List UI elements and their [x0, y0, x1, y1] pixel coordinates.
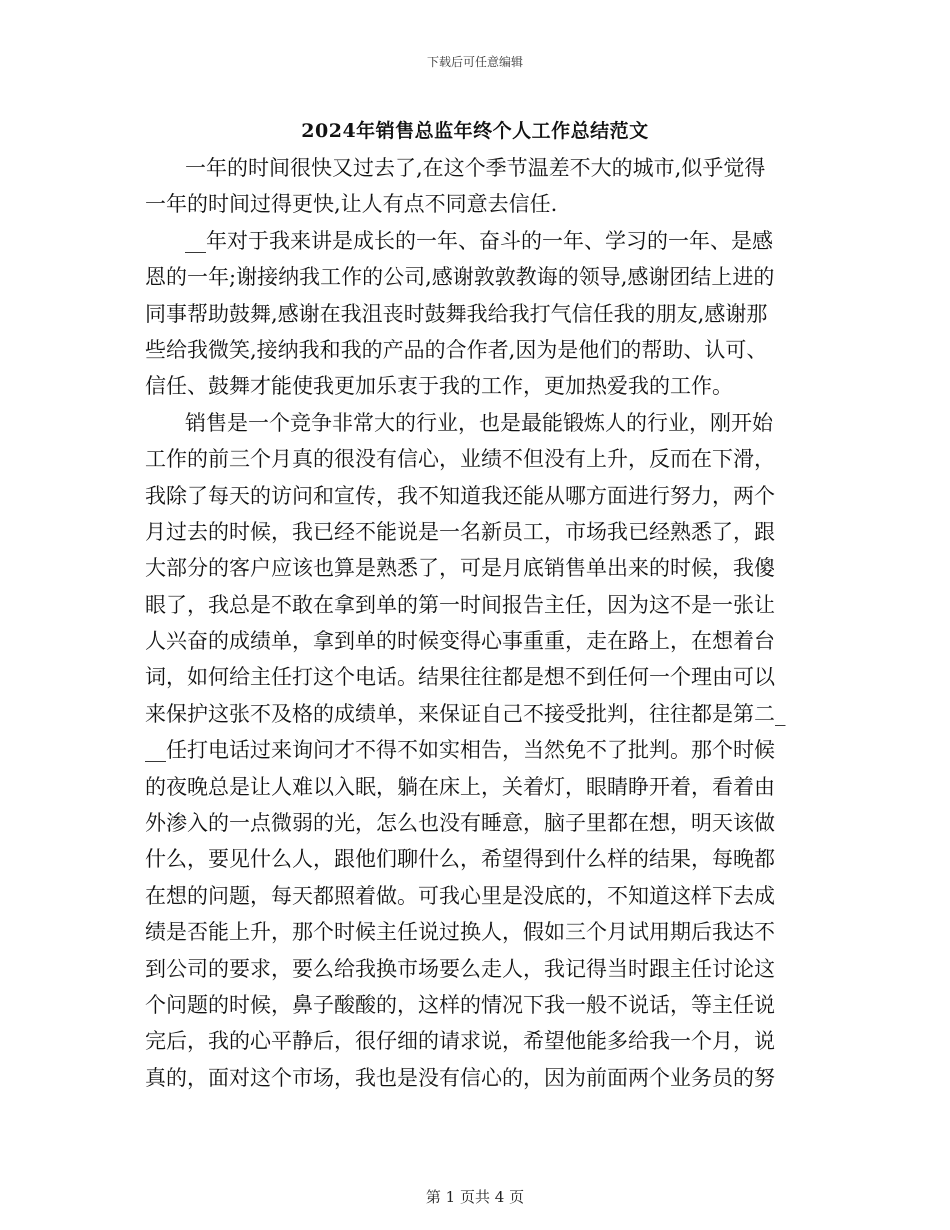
page-header-note: 下载后可任意编辑	[426, 55, 523, 69]
body-text-line: 个问题的时候，鼻子酸酸的，这样的情况下我一般不说话，等主任说	[145, 992, 775, 1017]
body-text-line: 外渗入的一点微弱的光，怎么也没有睡意，脑子里都在想，明天该做	[145, 811, 775, 836]
document-body	[145, 150, 805, 1096]
document-title: 2024年销售总监年终个人工作总结范文	[301, 120, 649, 142]
body-text-line: 完后，我的心平静后，很仔细的请求说，希望他能多给我一个月，说	[145, 1029, 775, 1054]
body-text-line: 一年的时间过得更快,让人有点不同意去信任.	[145, 192, 558, 217]
body-text-line: __年对于我来讲是成长的一年、奋斗的一年、学习的一年、是感	[185, 228, 773, 253]
body-text-line: 的夜晚总是让人难以入眠，躺在床上，关着灯，眼睛睁开着，看着由	[145, 774, 775, 799]
body-text-line: 月过去的时候，我已经不能说是一名新员工，市场我已经熟悉了，跟	[145, 519, 775, 544]
body-text-line: 眼了，我总是不敢在拿到单的第一时间报告主任，因为这不是一张让	[145, 592, 775, 617]
body-text-line: __任打电话过来询问才不得不如实相告，当然免不了批判。那个时候	[145, 738, 775, 763]
body-text-line: 来保护这张不及格的成绩单，来保证自己不接受批判，往往都是第二_	[145, 701, 786, 726]
body-text-line: 一年的时间很快又过去了,在这个季节温差不大的城市,似乎觉得	[185, 156, 766, 180]
body-text-line: 工作的前三个月真的很没有信心，业绩不但没有上升，反而在下滑，	[145, 447, 775, 472]
body-text-line: 恩的一年;谢接纳我工作的公司,感谢敦敦教诲的领导,感谢团结上进的	[145, 265, 775, 290]
body-text-line: 销售是一个竞争非常大的行业，也是最能锻炼人的行业，刚开始	[185, 410, 773, 435]
body-text-line: 绩是否能上升，那个时候主任说过换人，假如三个月试用期后我达不	[145, 920, 775, 945]
body-text-line: 我除了每天的访问和宣传，我不知道我还能从哪方面进行努力，两个	[145, 483, 775, 508]
body-text-line: 到公司的要求，要么给我换市场要么走人，我记得当时跟主任讨论这	[145, 956, 775, 981]
body-text-line: 什么，要见什么人，跟他们聊什么，希望得到什么样的结果，每晚都	[145, 847, 775, 872]
body-text-line: 真的，面对这个市场，我也是没有信心的，因为前面两个业务员的努	[145, 1065, 775, 1090]
body-text-line: 大部分的客户应该也算是熟悉了，可是月底销售单出来的时候，我傻	[145, 556, 775, 581]
body-text-line: 些给我微笑,接纳我和我的产品的合作者,因为是他们的帮助、认可、	[145, 337, 768, 362]
body-text-line: 信任、鼓舞才能使我更加乐衷于我的工作，更加热爱我的工作。	[145, 374, 733, 399]
body-text-line: 人兴奋的成绩单，拿到单的时候变得心事重重，走在路上，在想着台	[145, 629, 775, 654]
page-footer-number: 第 1 页共 4 页	[425, 1188, 525, 1206]
body-text-line: 词，如何给主任打这个电话。结果往往都是想不到任何一个理由可以	[145, 665, 775, 690]
body-text-line: 在想的问题，每天都照着做。可我心里是没底的，不知道这样下去成	[145, 883, 775, 908]
body-text-line: 同事帮助鼓舞,感谢在我沮丧时鼓舞我给我打气信任我的朋友,感谢那	[145, 301, 768, 326]
